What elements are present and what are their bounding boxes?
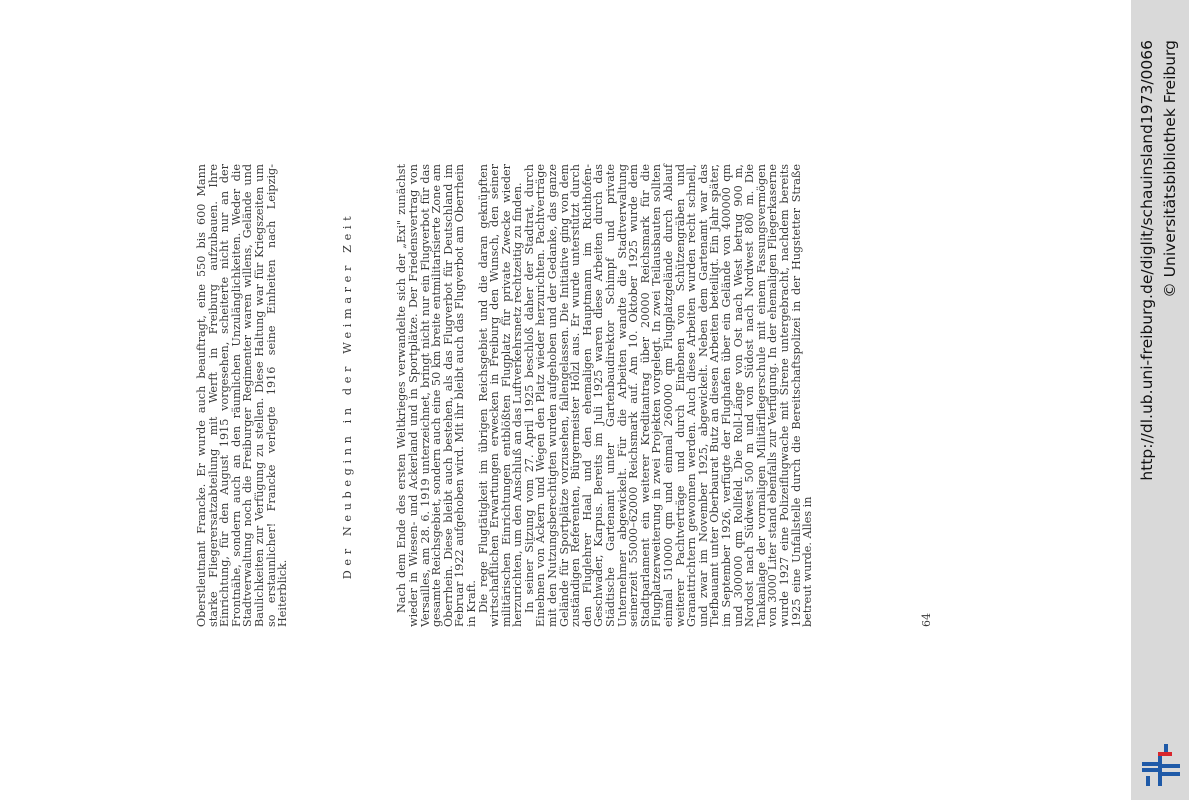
copyright-notice: © Universitätsbibliothek Freiburg (1161, 40, 1179, 298)
paragraph-3: In seiner Sitzung vom 27. April 1925 beschloß daher der Stadtrat, durch Einebnen von Äckern und Wegen den Platz wieder herzurichten. Pachtverträge mit den Nutzungsberechtigten wurden aufgehoben und der Gedanke, das ganze Gelände für Sportplätze vorzusehen, fallengelassen. Die Initiative ging von dem zuständigen Referenten, Bürgermeister Hölzl aus. Er wurde unterstützt durch den Fluglehrer Haal und den ehemaligen Hauptmann im Richthofen-Geschwader, Karpus. Bereits im Juli 1925 waren diese Arbeiten durch das Städtische Gartenamt unter Gartenbaudirektor Schimpf und private Unternehmer abgewickelt. Für die Arbeiten wandte die Stadtverwaltung seinerzeit 55000–62000 Reichsmark auf. Am 10. Oktober 1925 wurde dem Stadtparlament ein weiterer Kreditantrag über 20000 Reichsmark für die Flugplatzerweiterung in zwei Projekten vorgelegt. In zwei Teilausbauten sollten einmal 510000 qm und einmal 260000 qm Flugplatzgelände durch Ablauf weiterer Pachtverträge und durch Einebnen von Schützengräben und Granattrichtern gewonnen werden. Auch diese Arbeiten wurden recht schnell, und zwar im November 1925, abgewickelt. Neben dem Gartenamt war das Tiefbauamt unter Oberbaurat Butz an diesen Arbeiten beteiligt. Ein Jahr später, im September 1926, verfügte der Flughafen über ein Gelände von 400000 qm und 300000 qm Rollfeld. Die Roll-Länge von Ost nach West betrug 900 m, Nordost nach Südwest 500 m und von Südost nach Nordwest 800 m. Die Tankanlage der vormaligen Militärfliegerschule mit einem Fassungsvermögen von 3000 Liter stand ebenfalls zur Verfügung. In der ehemaligen Fliegerkaserne wurde 1927 eine Polizeiflugwache mit Sirene untergebracht, nachdem bereits 1925 eine Unfallstelle durch die Bereitschaftspolizei in der Hugstetter Straße betreut wurde. Alles in (522, 164, 815, 627)
section-heading: Der Neubeginn in der Weimarer Zeit (340, 211, 354, 580)
paragraph-1: Nach dem Ende des ersten Weltkrieges verwandelte sich der „Exi" zunächst wieder in Wiesen- und Ackerland und in Sportplätze. Der Friedensvertrag von Versailles, am 28. 6. 1919 unterzeichnet, bringt nicht nur ein Flugverbot für das gesamte Reichsgebiet, sondern auch eine 50 km breite entmilitarisierte Zone am Oberrhein. Diese bleibt auch bestehen, als das Flugverbot für Deutschland im Februar 1922 aufgehoben wird. Mit ihr bleibt auch das Flugverbot am Oberrhein in Kraft. (395, 164, 478, 627)
page-number: 64 (920, 613, 933, 627)
sidebar-rotated-text (1131, 0, 1189, 800)
paragraph-2: Die rege Flugtätigkeit im übrigen Reichsgebiet und die daran geknüpften wirtschaftlichen Erwartungen erwecken in Freiburg den Wunsch, den seiner militärischen Einrichtungen entblößten Flugplatz für private Zwecke wieder herzurichten, um den Anschluß an das Luftverkehrsnetz rechtzeitig zu finden. (476, 164, 525, 627)
document-body (196, 164, 814, 627)
intro-paragraph: Oberstleutnant Francke. Er wurde auch beauftragt, eine 550 bis 600 Mann starke Fliegerersatzabteilung mit Werft in Freiburg aufzubauen. Ihre Einrichtung, für den August 1915 vorgesehen, scheiterte nicht nur an der Frontnähe, sondern auch an den räumlichen Unzulänglichkeiten. Weder die Stadtverwaltung noch die Freiburger Regimenter waren willens, Gelände und Baulichkeiten zur Verfügung zu stellen. Diese Haltung war für Kriegszeiten um so erstaunlicher! Francke verlegte 1916 seine Einheiten nach Leipzig-Heiterblick. (195, 164, 290, 627)
library-sidebar (1131, 0, 1189, 800)
library-logo-icon (1138, 742, 1184, 788)
source-url-link[interactable]: http://dl.ub.uni-freiburg.de/diglit/schauinsland1973/0066 (1138, 40, 1156, 481)
